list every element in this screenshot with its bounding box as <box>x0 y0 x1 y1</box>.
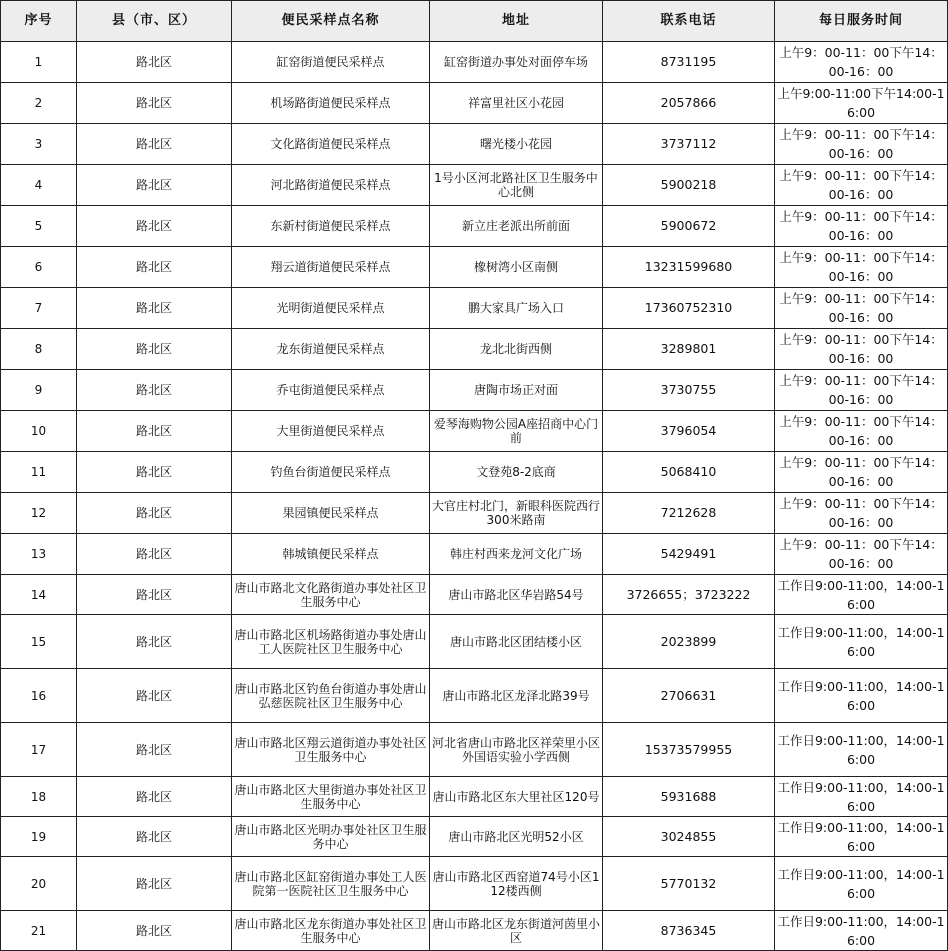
cell-site-name: 龙东街道便民采样点 <box>232 329 430 370</box>
cell-phone: 5429491 <box>603 534 775 575</box>
cell-county: 路北区 <box>77 83 232 124</box>
cell-phone: 5770132 <box>603 857 775 911</box>
cell-no: 20 <box>1 857 77 911</box>
cell-address: 祥富里社区小花园 <box>430 83 603 124</box>
table-row <box>1 206 948 247</box>
cell-site-name: 机场路街道便民采样点 <box>232 83 430 124</box>
cell-phone: 3726655；3723222 <box>603 575 775 615</box>
cell-site-name: 大里街道便民采样点 <box>232 411 430 452</box>
cell-no: 9 <box>1 370 77 411</box>
cell-address: 鹏大家具广场入口 <box>430 288 603 329</box>
cell-site-name: 东新村街道便民采样点 <box>232 206 430 247</box>
cell-service-time: 上午9：00-11：00下午14：00-16：00 <box>775 493 948 534</box>
table-row <box>1 669 948 723</box>
cell-address: 1号小区河北路社区卫生服务中心北侧 <box>430 165 603 206</box>
cell-phone: 3730755 <box>603 370 775 411</box>
cell-service-time: 工作日9:00-11:00，14:00-16:00 <box>775 911 948 951</box>
cell-county: 路北区 <box>77 575 232 615</box>
table-row <box>1 534 948 575</box>
cell-address: 唐山市路北区光明52小区 <box>430 817 603 857</box>
header-site-name: 便民采样点名称 <box>232 1 430 42</box>
cell-phone: 5068410 <box>603 452 775 493</box>
cell-service-time: 上午9：00-11：00下午14：00-16：00 <box>775 452 948 493</box>
cell-no: 11 <box>1 452 77 493</box>
cell-site-name: 缸窑街道便民采样点 <box>232 42 430 83</box>
table-row <box>1 83 948 124</box>
cell-county: 路北区 <box>77 247 232 288</box>
cell-phone: 7212628 <box>603 493 775 534</box>
cell-phone: 13231599680 <box>603 247 775 288</box>
cell-county: 路北区 <box>77 165 232 206</box>
header-no: 序号 <box>1 1 77 42</box>
cell-service-time: 上午9：00-11：00下午14：00-16：00 <box>775 288 948 329</box>
cell-site-name: 河北路街道便民采样点 <box>232 165 430 206</box>
cell-service-time: 上午9：00-11：00下午14：00-16：00 <box>775 124 948 165</box>
table-row <box>1 124 948 165</box>
cell-phone: 17360752310 <box>603 288 775 329</box>
table-row <box>1 452 948 493</box>
cell-address: 唐山市路北区东大里社区120号 <box>430 777 603 817</box>
cell-site-name: 钓鱼台街道便民采样点 <box>232 452 430 493</box>
cell-site-name: 唐山市路北区钓鱼台街道办事处唐山弘慈医院社区卫生服务中心 <box>232 669 430 723</box>
header-county: 县（市、区） <box>77 1 232 42</box>
cell-service-time: 上午9：00-11：00下午14：00-16：00 <box>775 329 948 370</box>
cell-county: 路北区 <box>77 288 232 329</box>
cell-site-name: 唐山市路北区大里街道办事处社区卫生服务中心 <box>232 777 430 817</box>
cell-no: 6 <box>1 247 77 288</box>
cell-service-time: 工作日9:00-11:00，14:00-16:00 <box>775 575 948 615</box>
cell-no: 5 <box>1 206 77 247</box>
cell-site-name: 文化路街道便民采样点 <box>232 124 430 165</box>
table-row <box>1 165 948 206</box>
cell-county: 路北区 <box>77 370 232 411</box>
table-row <box>1 857 948 911</box>
cell-county: 路北区 <box>77 411 232 452</box>
cell-no: 12 <box>1 493 77 534</box>
table-row <box>1 575 948 615</box>
cell-site-name: 韩城镇便民采样点 <box>232 534 430 575</box>
cell-county: 路北区 <box>77 777 232 817</box>
cell-site-name: 唐山市路北区光明办事处社区卫生服务中心 <box>232 817 430 857</box>
header-phone: 联系电话 <box>603 1 775 42</box>
cell-address: 唐山市路北区西窑道74号小区112楼西侧 <box>430 857 603 911</box>
cell-no: 13 <box>1 534 77 575</box>
cell-service-time: 工作日9:00-11:00，14:00-16:00 <box>775 857 948 911</box>
cell-service-time: 上午9：00-11：00下午14：00-16：00 <box>775 370 948 411</box>
cell-service-time: 上午9：00-11：00下午14：00-16：00 <box>775 247 948 288</box>
cell-county: 路北区 <box>77 206 232 247</box>
table-row <box>1 288 948 329</box>
cell-phone: 3796054 <box>603 411 775 452</box>
cell-phone: 8736345 <box>603 911 775 951</box>
cell-no: 21 <box>1 911 77 951</box>
cell-no: 14 <box>1 575 77 615</box>
cell-address: 大官庄村北门，新眼科医院西行300米路南 <box>430 493 603 534</box>
cell-address: 唐山市路北区团结楼小区 <box>430 615 603 669</box>
cell-site-name: 果园镇便民采样点 <box>232 493 430 534</box>
cell-site-name: 唐山市路北区机场路街道办事处唐山工人医院社区卫生服务中心 <box>232 615 430 669</box>
cell-county: 路北区 <box>77 42 232 83</box>
cell-no: 2 <box>1 83 77 124</box>
table-row <box>1 615 948 669</box>
cell-phone: 8731195 <box>603 42 775 83</box>
cell-no: 19 <box>1 817 77 857</box>
cell-phone: 2023899 <box>603 615 775 669</box>
cell-address: 曙光楼小花园 <box>430 124 603 165</box>
cell-phone: 2706631 <box>603 669 775 723</box>
cell-phone: 5900218 <box>603 165 775 206</box>
cell-county: 路北区 <box>77 452 232 493</box>
cell-county: 路北区 <box>77 124 232 165</box>
cell-no: 17 <box>1 723 77 777</box>
table-row <box>1 911 948 951</box>
cell-county: 路北区 <box>77 669 232 723</box>
cell-phone: 2057866 <box>603 83 775 124</box>
cell-address: 河北省唐山市路北区祥荣里小区外国语实验小学西侧 <box>430 723 603 777</box>
cell-address: 新立庄老派出所前面 <box>430 206 603 247</box>
cell-service-time: 上午9：00-11：00下午14：00-16：00 <box>775 534 948 575</box>
cell-site-name: 唐山市路北文化路街道办事处社区卫生服务中心 <box>232 575 430 615</box>
table-row <box>1 411 948 452</box>
header-address: 地址 <box>430 1 603 42</box>
table-row <box>1 723 948 777</box>
cell-service-time: 上午9:00-11:00下午14:00-16:00 <box>775 83 948 124</box>
cell-site-name: 唐山市路北区翔云道街道办事处社区卫生服务中心 <box>232 723 430 777</box>
cell-address: 爱琴海购物公园A座招商中心门前 <box>430 411 603 452</box>
table-body <box>1 42 948 951</box>
cell-service-time: 上午9：00-11：00下午14：00-16：00 <box>775 165 948 206</box>
cell-address: 韩庄村西来龙河文化广场 <box>430 534 603 575</box>
cell-address: 缸窑街道办事处对面停车场 <box>430 42 603 83</box>
cell-county: 路北区 <box>77 911 232 951</box>
cell-address: 龙北北街西侧 <box>430 329 603 370</box>
cell-site-name: 翔云道街道便民采样点 <box>232 247 430 288</box>
cell-address: 唐陶市场正对面 <box>430 370 603 411</box>
cell-county: 路北区 <box>77 493 232 534</box>
cell-site-name: 唐山市路北区龙东街道办事处社区卫生服务中心 <box>232 911 430 951</box>
cell-service-time: 工作日9:00-11:00，14:00-16:00 <box>775 777 948 817</box>
table-row <box>1 777 948 817</box>
cell-county: 路北区 <box>77 817 232 857</box>
cell-phone: 3289801 <box>603 329 775 370</box>
cell-address: 唐山市路北区龙泽北路39号 <box>430 669 603 723</box>
cell-no: 7 <box>1 288 77 329</box>
cell-site-name: 唐山市路北区缸窑街道办事处工人医院第一医院社区卫生服务中心 <box>232 857 430 911</box>
cell-address: 唐山市路北区华岩路54号 <box>430 575 603 615</box>
table-row <box>1 42 948 83</box>
cell-address: 文登苑8-2底商 <box>430 452 603 493</box>
table-row <box>1 493 948 534</box>
cell-county: 路北区 <box>77 329 232 370</box>
cell-service-time: 上午9：00-11：00下午14：00-16：00 <box>775 411 948 452</box>
cell-no: 15 <box>1 615 77 669</box>
cell-county: 路北区 <box>77 857 232 911</box>
table-row <box>1 370 948 411</box>
cell-address: 唐山市路北区龙东街道河茵里小区 <box>430 911 603 951</box>
cell-address: 橡树湾小区南侧 <box>430 247 603 288</box>
header-service-time: 每日服务时间 <box>775 1 948 42</box>
cell-no: 1 <box>1 42 77 83</box>
cell-no: 16 <box>1 669 77 723</box>
cell-phone: 5931688 <box>603 777 775 817</box>
cell-no: 3 <box>1 124 77 165</box>
cell-site-name: 乔屯街道便民采样点 <box>232 370 430 411</box>
cell-no: 8 <box>1 329 77 370</box>
cell-county: 路北区 <box>77 615 232 669</box>
cell-service-time: 上午9：00-11：00下午14：00-16：00 <box>775 42 948 83</box>
cell-county: 路北区 <box>77 534 232 575</box>
cell-no: 10 <box>1 411 77 452</box>
cell-phone: 5900672 <box>603 206 775 247</box>
cell-phone: 3024855 <box>603 817 775 857</box>
table-row <box>1 247 948 288</box>
cell-service-time: 工作日9:00-11:00，14:00-16:00 <box>775 817 948 857</box>
cell-no: 4 <box>1 165 77 206</box>
cell-service-time: 工作日9:00-11:00，14:00-16:00 <box>775 615 948 669</box>
header-row <box>1 1 948 42</box>
cell-service-time: 上午9：00-11：00下午14：00-16：00 <box>775 206 948 247</box>
table-row <box>1 817 948 857</box>
cell-phone: 3737112 <box>603 124 775 165</box>
cell-service-time: 工作日9:00-11:00，14:00-16:00 <box>775 723 948 777</box>
table-row <box>1 329 948 370</box>
cell-phone: 15373579955 <box>603 723 775 777</box>
cell-site-name: 光明街道便民采样点 <box>232 288 430 329</box>
cell-county: 路北区 <box>77 723 232 777</box>
cell-service-time: 工作日9:00-11:00，14:00-16:00 <box>775 669 948 723</box>
cell-no: 18 <box>1 777 77 817</box>
